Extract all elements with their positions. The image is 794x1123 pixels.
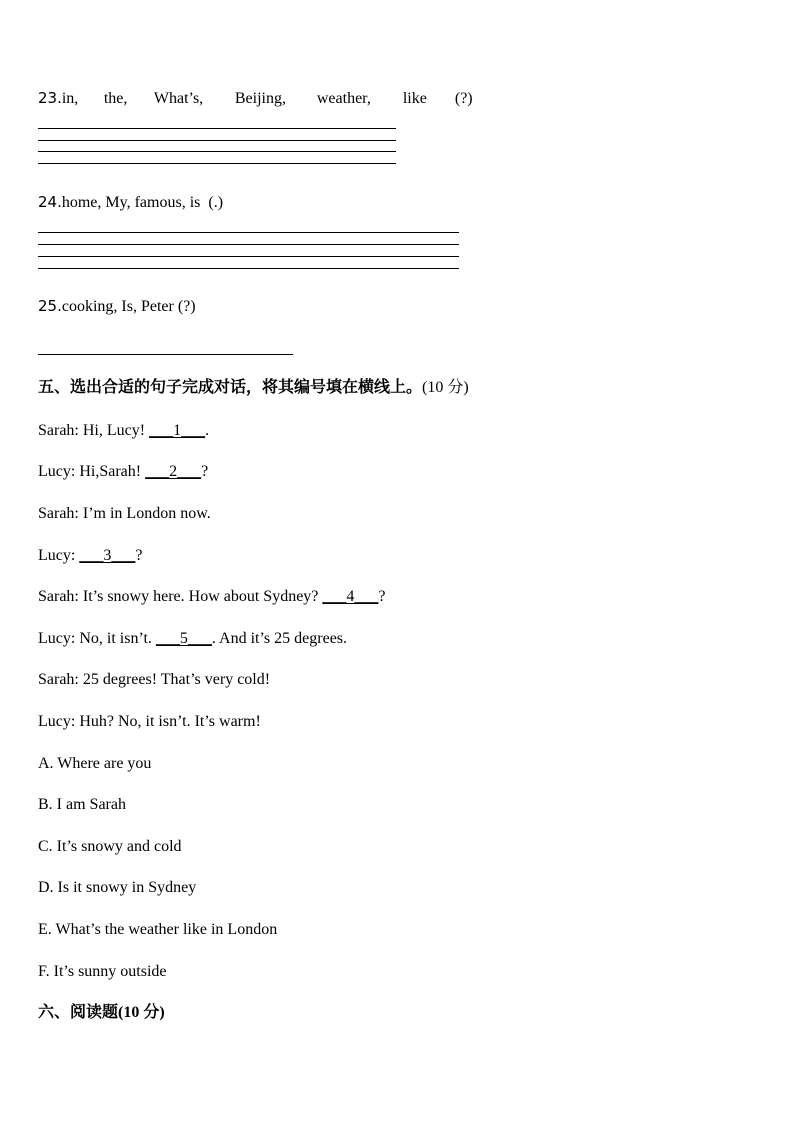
option-c: C. It’s snowy and cold [38,838,182,855]
answer-blank-1[interactable]: ___1___ [149,422,206,439]
dialogue-line-2 [38,462,208,482]
dialogue-line-3 [38,504,211,524]
dialogue-text: . And it’s 25 degrees. [211,630,348,647]
dialogue-text: Lucy: Huh? No, it isn’t. It’s warm! [38,713,261,730]
word: weather, [316,90,371,107]
option-e: E. What’s the weather like in London [38,921,278,938]
answer-blank-2[interactable]: ___2___ [145,463,202,480]
word: the, [103,90,128,107]
answer-line [38,128,396,129]
answer-line [38,256,459,257]
word: (?) [454,90,473,107]
dialogue-text: Sarah: I’m in London now. [38,505,211,522]
dialogue-text: ? [201,463,209,480]
question-25 [38,296,196,317]
answer-line [38,163,396,164]
section-5-heading [38,377,469,398]
question-text: cooking, Is, Peter (?) [61,298,196,315]
answer-line [38,151,396,152]
dialogue-text: Lucy: No, it isn’t. [38,630,156,647]
dialogue-text: Sarah: It’s snowy here. How about Sydney? [38,588,323,605]
section-score: (10 分) [422,379,469,396]
answer-blank-3[interactable]: ___3___ [79,547,136,564]
option-f: F. It’s sunny outside [38,963,167,980]
answer-blank-4[interactable]: ___4___ [322,588,379,605]
dialogue-line-8 [38,712,261,732]
dialogue-text: . [205,422,210,439]
question-text: home, My, famous, is (.) [61,194,224,211]
word: like [402,90,427,107]
question-23 [38,88,473,109]
answer-line [38,140,396,141]
dialogue-line-5 [38,587,386,607]
section-title: 五、选出合适的句子完成对话，将其编号填在横线上。 [38,377,423,396]
answer-line [38,232,459,233]
answer-line [38,268,459,269]
section-6-heading [38,1002,165,1023]
option-a: A. Where are you [38,755,152,772]
dialogue-line-7 [38,670,270,690]
answer-line [38,244,459,245]
option-d: D. Is it snowy in Sydney [38,879,197,896]
answer-line [38,354,293,355]
word: Beijing, [234,90,286,107]
word: What’s, [153,90,204,107]
answer-blank-5[interactable]: ___5___ [155,630,212,647]
dialogue-text: Lucy: [38,547,80,564]
dialogue-text: Lucy: Hi,Sarah! [38,463,146,480]
dialogue-line-4 [38,546,142,566]
dialogue-text: ? [378,588,386,605]
dialogue-text: Sarah: 25 degrees! That’s very cold! [38,671,271,688]
question-number: 25. [38,297,62,315]
dialogue-line-1 [38,421,209,441]
dialogue-line-6 [38,629,347,649]
dialogue-text: ? [135,547,143,564]
section-score: (10 分) [118,1004,165,1021]
section-title: 六、阅读题 [38,1002,119,1021]
option-b: B. I am Sarah [38,796,126,813]
question-number: 24. [38,193,62,211]
question-number: 23. [38,89,62,107]
dialogue-text: Sarah: Hi, Lucy! [38,422,150,439]
question-24 [38,192,223,213]
word: in, [61,90,79,107]
